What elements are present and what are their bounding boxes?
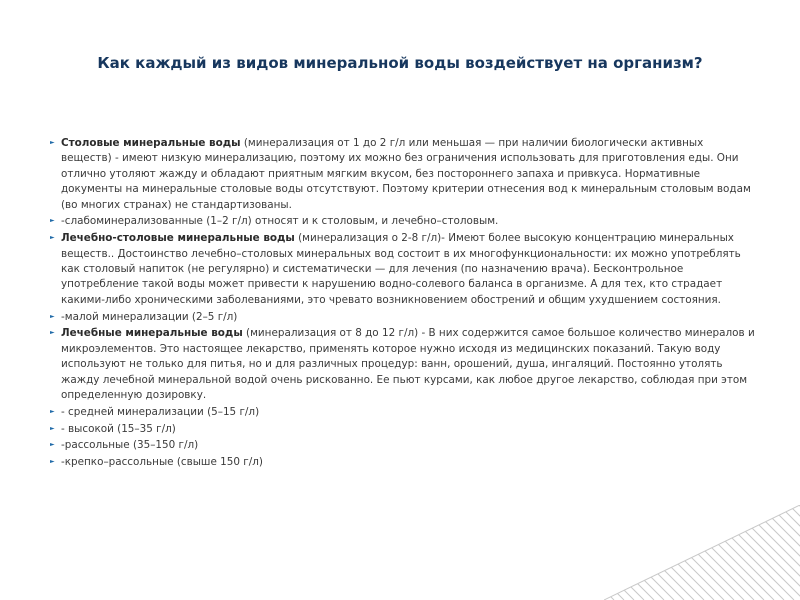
item-text: -рассольные (35–150 г/л) bbox=[61, 439, 199, 452]
list-item bbox=[50, 422, 756, 437]
item-text: - высокой (15–35 г/л) bbox=[61, 422, 176, 435]
item-lead: Лечебные минеральные воды bbox=[61, 327, 243, 340]
bullet-arrow-icon: ► bbox=[50, 139, 55, 146]
item-text: - средней минерализации (5–15 г/л) bbox=[61, 405, 260, 418]
bullet-arrow-icon: ► bbox=[50, 407, 55, 415]
item-text: -малой минерализации (2–5 г/л) bbox=[61, 310, 238, 323]
corner-hatch-decoration bbox=[604, 505, 800, 600]
bullet-arrow-icon: ► bbox=[50, 458, 55, 466]
item-text: (минерализация о 2-8 г/л)- Имеют более высокую концентрацию минеральных веществ.. Достоинство лечебно–столовых минеральных вод состоит в их многофункциональности: их можно употреблять как столовый напиток (не регулярно) и систематически — для лечения (по назначению врача). Бесконтрольное употребление такой воды может привести к нарушению водно-солевого баланса в организме. А для тех, кто страдает какими-либо хроническими заболеваниями, это чревато возникновением обострений и общим ухудшением состояния. bbox=[61, 232, 741, 306]
item-text: -слабоминерализованные (1–2 г/л) относят и к столовым, и лечебно–столовым. bbox=[61, 215, 499, 228]
item-text: (минерализация от 1 до 2 г/л или меньшая — при наличии биологически активных веществ) - имеют низкую минерализацию, поэтому их можно без ограничения использовать для приготовления еды. Они отлично утоляют жажду и обладают приятным мягким вкусом, без постороннего запаха и привкуса. Нормативные документы на минеральные столовые воды отсутствуют. Поэтому критерии отнесения вод к минеральным столовым водам (во многих странах) не стандартизованы. bbox=[61, 137, 751, 211]
bullet-arrow-icon: ► bbox=[50, 424, 55, 432]
list-item bbox=[50, 214, 756, 229]
list-item bbox=[50, 326, 756, 403]
bullet-arrow-icon: ► bbox=[50, 312, 55, 320]
item-text: -крепко–рассольные (свыше 150 г/л) bbox=[61, 456, 263, 469]
bullet-arrow-icon: ► bbox=[50, 441, 55, 449]
list-item bbox=[50, 438, 756, 453]
item-lead: Лечебно-столовые минеральные воды bbox=[61, 232, 295, 245]
list-item bbox=[50, 310, 756, 325]
list-item bbox=[50, 231, 756, 308]
list-item bbox=[50, 405, 756, 420]
list-item bbox=[50, 136, 756, 213]
bullet-arrow-icon: ► bbox=[50, 329, 55, 337]
slide-title: Как каждый из видов минеральной воды воздействует на организм? bbox=[97, 54, 703, 72]
list-item bbox=[50, 455, 756, 470]
bullet-arrow-icon: ► bbox=[50, 217, 55, 225]
item-text: (минерализация от 8 до 12 г/л) - В них содержится самое большое количество минералов и микроэлементов. Это настоящее лекарство, применять которое нужно исходя из медицинских показаний. Такую воду используют не только для питья, но и для различных процедур: ванн, орошений, душа, ингаляций. Постоянно утолять жажду лечебной минеральной водой очень рискованно. Ее пьют курсами, как любое другое лекарство, соблюдая при этом определенную дозировку. bbox=[61, 327, 755, 402]
item-lead: Столовые минеральные воды bbox=[61, 137, 241, 149]
slide-content bbox=[50, 136, 756, 472]
bullet-arrow-icon: ► bbox=[50, 234, 55, 242]
